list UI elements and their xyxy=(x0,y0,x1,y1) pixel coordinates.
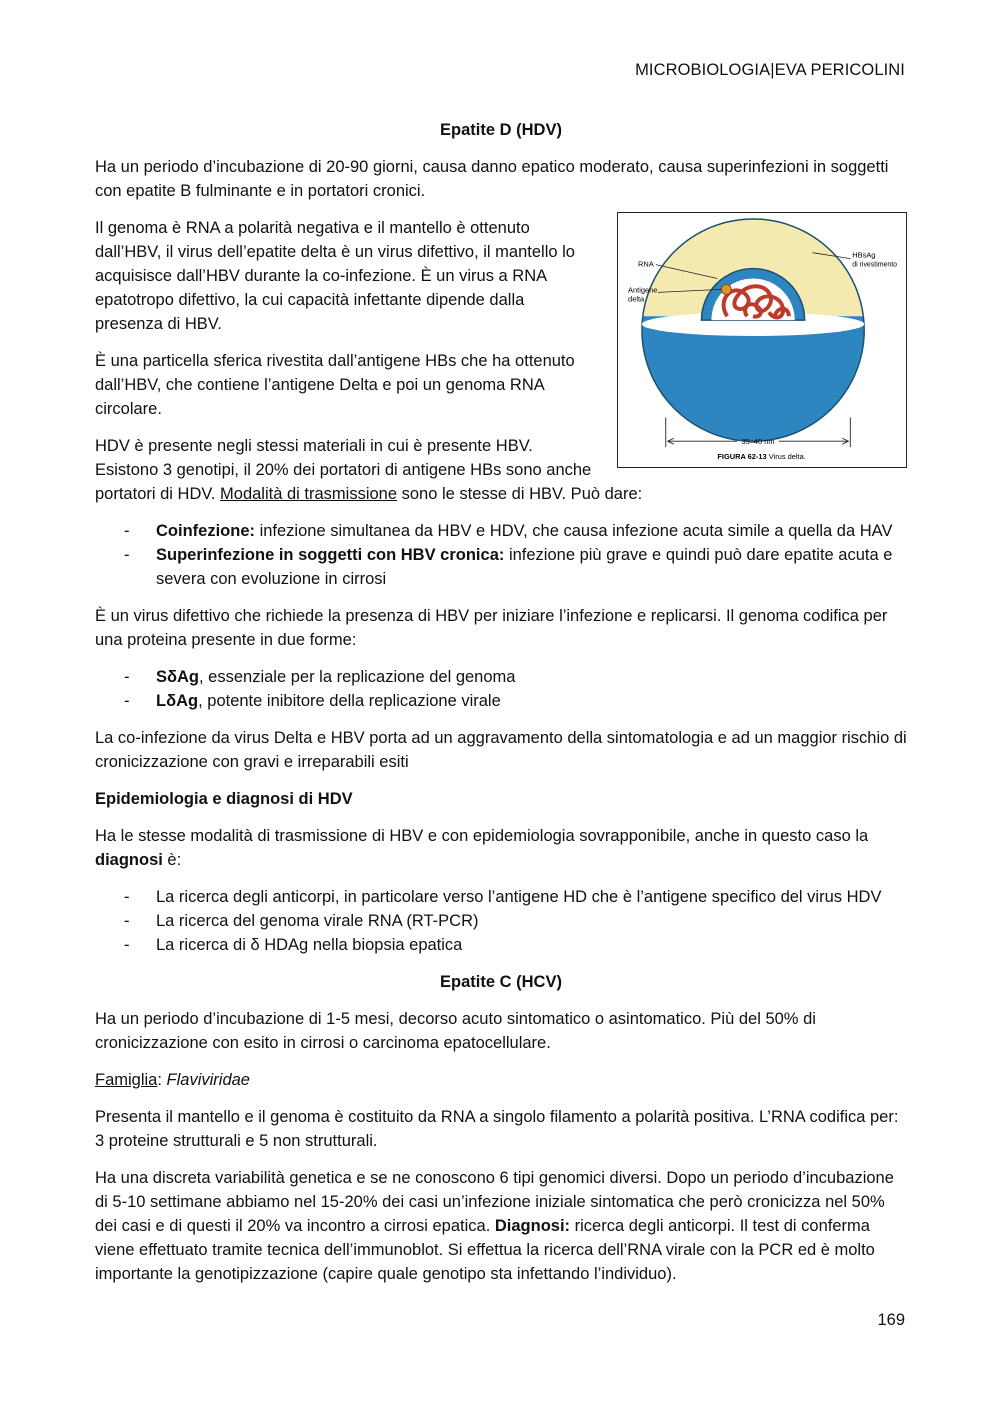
label-size: 35–40 nm xyxy=(741,437,775,447)
label-rna: RNA xyxy=(637,259,654,269)
hdv-paragraph-5: È un virus difettivo che richiede la presenza di HBV per iniziare l’infezione e replicarsi. Il genoma codifica per una proteina presente in due forme: xyxy=(95,607,888,649)
hbsag-envelope xyxy=(642,219,864,441)
label-delta: delta xyxy=(628,294,645,304)
hcv-paragraph-2: Presenta il mantello e il genoma è costituito da RNA a singolo filamento a polarità positiva. L’RNA codifica per: 3 proteine strutturali e 5 non strutturali. xyxy=(95,1108,899,1150)
list-item: - LδAg, potente inibitore della replicazione virale xyxy=(124,692,501,710)
hcv-title: Epatite C (HCV) xyxy=(440,973,562,991)
trasmissione-underlined: Modalità di trasmissione xyxy=(220,485,398,503)
list-item: - La ricerca di δ HDAg nella biopsia epatica xyxy=(124,936,463,954)
hdv-p4-text-a: HDV è presente negli stessi materiali in cui è presente HBV. Esistono 3 genotipi, il 20% dei portatori di antigene HBs sono anche portatori di HDV. xyxy=(95,437,592,503)
hcv-paragraph-1: Ha un periodo d’incubazione di 1-5 mesi, decorso acuto sintomatico o asintomatico. Più del 50% di cronicizzazione con esito in cirrosi o carcinoma epatocellulare. xyxy=(95,1010,816,1052)
hdv-paragraph-2: Il genoma è RNA a polarità negativa e il mantello è ottenuto dall’HBV, il virus dell’epatite delta è un virus difettivo, il mantello lo acquisisce dall’HBV durante la co-infezione. È un virus a RNA epatotropo difettivo, la cui capacità infettante dipende dalla presenza di HBV. xyxy=(95,219,575,333)
hdv-paragraph-6: La co-infezione da virus Delta e HBV porta ad un aggravamento della sintomatologia e ad un maggior rischio di cronicizzazione con gravi e irreparabili esiti xyxy=(95,729,907,771)
page-content xyxy=(95,118,907,1299)
diagnosis-list xyxy=(95,885,907,957)
list-item: - Coinfezione: infezione simultanea da HBV e HDV, che causa infezione acuta simile a quella da HAV xyxy=(124,522,893,540)
label-antigene: Antigene xyxy=(628,285,658,295)
list-item: - La ricerca del genoma virale RNA (RT-PCR) xyxy=(124,912,479,930)
figure-caption xyxy=(717,452,805,461)
figure-caption-text: Virus delta. xyxy=(766,452,806,462)
virus-delta-figure xyxy=(617,212,907,468)
hdv-title: Epatite D (HDV) xyxy=(440,121,562,139)
figure-caption-number: FIGURA 62-13 xyxy=(717,452,767,462)
hdv-paragraph-1: Ha un periodo d’incubazione di 20-90 giorni, causa danno epatico moderato, causa superinfezioni in soggetti con epatite B fulminante e in portatori cronici. xyxy=(95,158,889,200)
hcv-paragraph-3: Ha una discreta variabilità genetica e se ne conoscono 6 tipi genomici diversi. Dopo un periodo d’incubazione di 5-10 settimane abbiamo nel 15-20% dei casi un’infezione iniziale sintomatica che però cronicizza nel 50% dei casi e di questi il 20% va incontro a cirrosi epatica. Diagnosi: ricerca degli anticorpi. Il test di conferma viene effettuato tramite tecnica dell’immunoblot. Si effettua la ricerca dell’RNA virale con la PCR ed è molto importante la genotipizzazione (capire quale genotipo sta infettando l’individuo). xyxy=(95,1169,894,1283)
label-hbsag: HBsAg xyxy=(852,250,876,260)
hdv-paragraph-3: È una particella sferica rivestita dall’antigene HBs che ha ottenuto dall’HBV, che contiene l’antigene Delta e poi un genoma RNA circolare. xyxy=(95,352,575,418)
antigen-forms-list xyxy=(95,665,907,713)
list-item: - La ricerca degli anticorpi, in particolare verso l’antigene HD che è l’antigene specifico del virus HDV xyxy=(124,888,882,906)
hdv-p4-text-b: sono le stesse di HBV. Può dare: xyxy=(397,485,643,503)
hcv-family: Famiglia: Flaviviridae xyxy=(95,1071,250,1089)
label-rivestimento: di rivestimento xyxy=(852,261,898,269)
virus-delta-diagram xyxy=(618,213,906,467)
antigene-delta-dot xyxy=(721,284,731,294)
list-item: - SδAg, essenziale per la replicazione del genoma xyxy=(124,668,516,686)
infection-types-list xyxy=(95,519,907,591)
page-header: MICROBIOLOGIA|EVA PERICOLINI xyxy=(635,61,905,79)
hdv-paragraph-7: Ha le stesse modalità di trasmissione di HBV e con epidemiologia sovrapponibile, anche in questo caso la diagnosi è: xyxy=(95,827,869,869)
list-item: - Superinfezione in soggetti con HBV cronica: infezione più grave e quindi può dare epatite acuta e severa con evoluzione in cirrosi xyxy=(124,546,893,588)
page-number: 169 xyxy=(877,1311,905,1329)
epidemiology-heading: Epidemiologia e diagnosi di HDV xyxy=(95,790,353,808)
